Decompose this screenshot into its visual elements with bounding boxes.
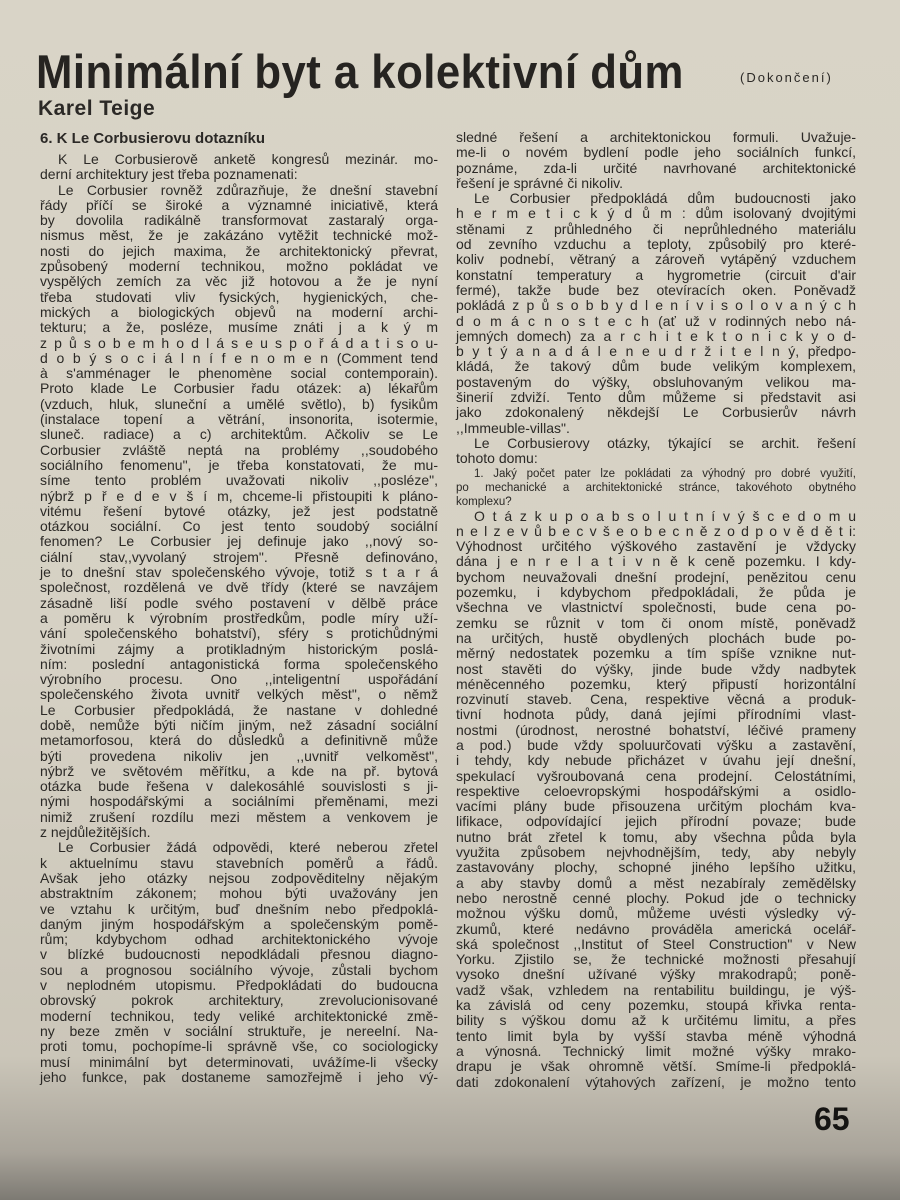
text-line: Le Corbusierovy otázky, týkající se archit. řešení [474, 434, 856, 451]
text-line: abstraktním zákonem; mohou býti uvažovány jen [40, 885, 438, 902]
text-line: nostmi (úrodnost, nerostné bohatství, léčivé prameny [456, 721, 856, 738]
text-line: Yorku. Zjistilo se, že technické možnosti přesahují [456, 951, 856, 968]
text-line: všechna ve vlastnictví společnosti, bude cena po- [456, 599, 856, 616]
text-line: metamorfosou, která do důsledků a definitivně může [40, 732, 438, 749]
text-line: ,,Immeuble-villas". [456, 419, 570, 436]
text-line: v blízké budoucnosti nepodkládali přesnou diagno- [40, 946, 438, 963]
left-text-column [40, 152, 438, 1085]
text-line: proti tomu, pochopíme-li správně vše, co sociologicky [40, 1038, 438, 1055]
text-line: v neplodném utopismu. Předpokládati do budoucna [40, 977, 438, 994]
text-line: rozvinutí staveb. Cena, respektive věcná a produk- [456, 691, 856, 708]
paragraph [40, 152, 438, 183]
text-line: à s'amménager le phenomène social contemporain). [40, 365, 438, 382]
text-line: poznáme, zda-li určité navrhované architektonické [456, 159, 856, 176]
text-line: sou a prognosou sociálního vývoje, zůstali bychom [40, 961, 438, 978]
text-line: drapu je však ohromně větší. Smíme-li předpoklá- [456, 1058, 856, 1075]
text-line: konstatní temperatury a hygrometrie (circuit d'air [456, 266, 856, 283]
questionnaire-line: po mechanické a architektonické stránce, takovéhoto obytného [456, 481, 856, 494]
text-line: od zevního vzduchu a teploty, způsobilý pro které- [456, 236, 856, 253]
text-line: bychom neuvažovali dnešní prodejní, penězitou cenu [456, 568, 856, 585]
text-line: a aby stavby domů a měst nezabíraly zemědělsky [456, 874, 856, 891]
right-text-column [456, 130, 856, 1090]
text-line: (instalace topení a větrání, insonorita, isotermie, [40, 411, 438, 428]
text-line: životními zájmy a protikladným historickým poslá- [40, 640, 438, 657]
text-line: společnost, rozdělená ve dvě třídy (které se navzájem [40, 579, 438, 596]
text-line: býti provedena nikoliv jen ,,uvnitř velkoměst", [40, 747, 438, 764]
text-line: z nejdůležitějších. [40, 824, 151, 841]
text-line: z p ů s o b e m h o d l á s e u s p o ř á d a t i s o u- [40, 334, 438, 351]
text-line: zastavovány plochy, schopné jiného lepšího užitku, [456, 859, 856, 876]
text-line: Výhodnost určitého výškového zastavění je vždycky [456, 538, 856, 555]
text-line: ním: poslední antagonistická forma společenského [40, 655, 438, 672]
text-line: nýbrž ve světovém měřítku, a kde na př. bytová [40, 762, 438, 779]
article-subtitle: (Dokončení) [740, 70, 833, 85]
text-line: nebo nerostně cenné plochy. Pokud jde o technicky [456, 889, 856, 906]
text-line: Avšak jeho otázky nejsou zodpověditelny nějakým [40, 869, 438, 886]
text-line: jako zdokonalený někdejší Le Corbusierův návrh [456, 404, 856, 421]
text-line: d o b ý s o c i á l n í f e n o m e n (Comment tend [40, 349, 438, 366]
text-line: dána j e n r e l a t i v n ě k ceně pozemku. I kdy- [456, 553, 856, 570]
text-line: mických a biologických objevů na moderní archi- [40, 303, 438, 320]
paragraph [40, 840, 438, 1085]
text-line: nýbrž p ř e d e v š í m, chceme-li přistoupiti k pláno- [40, 487, 438, 504]
questionnaire-line: komplexu? [456, 495, 512, 508]
text-line: jemných domech) za a r c h i t e k t o n i c k y o d- [456, 327, 856, 344]
text-line: Le Corbusier předpokládá dům budoucnosti jako [474, 190, 856, 207]
text-line: sluneč. radiace) a c) architektům. Ačkoliv se Le [40, 426, 438, 443]
text-line: způsobený moderní technikou, možno pokládat ve [40, 258, 438, 275]
text-line: derní architektury jest třeba poznamenati: [40, 166, 298, 183]
article-title: Minimální byt a kolektivní dům [36, 45, 684, 98]
text-line: nimiž zrušení rozdílu mezi městem a venkovem je [40, 808, 438, 825]
text-line: nutno brát zřetel k tomu, aby všechna půda byla [456, 828, 856, 845]
text-line: moderní technikou, tedy veliké architektonické změ- [40, 1007, 438, 1024]
text-line: výrobního procesu. Ono ,,inteligentní uspořádání [40, 671, 438, 688]
text-line: pozemku, i kdybychom předpokládali, že půda je [456, 584, 856, 601]
text-line: tekturu; a že, posléze, musíme znáti j a k ý m [40, 319, 438, 336]
text-line: k aktuelnímu stavu stavebních poměrů a řádů. [40, 854, 438, 871]
text-line: Proto klade Le Corbusier řadu otázek: a) lékařům [40, 380, 438, 397]
text-line: kládá, že takový dům bude velikým komplexem, [456, 358, 856, 375]
text-line: zásadně liší podle svého postavení v dělbě práce [40, 594, 438, 611]
text-line: fenomen? Le Corbusier jej definuje jako ,,nový so- [40, 533, 438, 550]
text-line: je to dnešní stav společenského vývoje, totiž s t a r á [40, 564, 438, 581]
text-line: musí minimální byt determinovati, uvážíme-li všecky [40, 1053, 438, 1070]
text-line: zemku se různit v tom či onom místě, poněvadž [456, 614, 856, 631]
text-line: ve vztahu k určitým, buď dnešním nebo předpoklá- [40, 900, 438, 917]
text-line: postaveným do výšky, obsluhovaným velikou ma- [456, 373, 856, 390]
text-line: Le Corbusier rovněž zdůrazňuje, že dnešní stavební [58, 181, 438, 198]
questionnaire-line: 1. Jaký počet pater lze pokládati za výhodný pro dobré využití, [474, 467, 856, 480]
text-line: možnou výšku domů, můžeme uvésti výsledky vý- [456, 905, 856, 922]
text-line: třeba studovati vliv fysických, hygienických, che- [40, 288, 438, 305]
section-heading: 6. K Le Corbusierovu dotazníku [40, 130, 266, 147]
text-line: tivní hodnota půdy, daná jejími přírodními vlast- [456, 706, 856, 723]
text-line: a výnosná. Technický limit možné výšky mrako- [456, 1042, 856, 1059]
text-line: i tehdy, kdy nebude přicházet v úvahu její dnešní, [456, 752, 856, 769]
text-line: sociálního fenomenu", je třeba konstatovati, že mu- [40, 456, 438, 473]
text-line: zkumů, které nedávno prováděla americká ocelář- [456, 920, 856, 937]
text-line: otázka bude řešena v dalekosáhlé souvislosti s ji- [40, 778, 438, 795]
paragraph [456, 436, 856, 467]
text-line: (vzduch, hluk, sluneční a umělé světlo), b) fysikům [40, 395, 438, 412]
text-line: tento limit byla by vyšší stavba méně výhodná [456, 1027, 856, 1044]
text-line: řešení je správné či nikoliv. [456, 174, 624, 191]
text-line: ny beze změn v sociální struktuře, je nereelní. Na- [40, 1022, 438, 1039]
text-line: ka závislá od ceny pozemku, stoupá křivka renta- [456, 997, 856, 1014]
text-line: nost stavěti do výšky, jinde bude vždy nadbytek [456, 660, 856, 677]
text-line: společenského života uvnitř velkých měst", o němž [40, 686, 438, 703]
text-line: síme tento problém uvažovati nikoliv ,,posléze", [40, 472, 438, 489]
text-line: vadž však, vzhledem na rentabilitu buildingu, je výš- [456, 981, 856, 998]
text-line: vacími plány bude přisouzena určitým plochám kva- [456, 798, 856, 815]
text-line: Le Corbusier žádá odpovědi, které neberou zřetel [58, 839, 438, 856]
text-line: n e l z e v ů b e c v š e o b e c n ě z o d p o v ě d ě t i: [456, 522, 856, 539]
paragraph [40, 183, 438, 841]
text-line: sledné řešení a architektonickou formuli. Uvažuje- [456, 129, 856, 145]
text-line: Le Corbusier předpokládá, že nastane v dohledné [40, 701, 438, 718]
text-line: otázkou sociální. Co jest tento soudobý sociální [40, 518, 438, 535]
text-line: obrovský pokrok architektury, zrevolucionisované [40, 992, 438, 1009]
text-line: nosti do jejich maxima, že architektonický převrat, [40, 242, 438, 259]
page-number: 65 [814, 1101, 850, 1137]
text-line: h e r m e t i c k ý d ů m : dům isolovaný dvojitými [456, 205, 856, 222]
text-line: ciální stav,,vyvolaný strojem". Přesně definováno, [40, 548, 438, 565]
text-line: d o m á c n o s t e c h (ať už v rodinných nebo ná- [456, 312, 856, 329]
text-line: vání společenského bohatství), sféry s protichůdnými [40, 625, 438, 642]
text-line: me-li o novém bydlení podle jeho sociálních funkcí, [456, 144, 856, 161]
text-line: Corbusier zvláště neptá na problémy ,,soudobého [40, 441, 438, 458]
text-line: vysoko dnešní užívané výšky mrakodrapů; poně- [456, 966, 856, 983]
text-line: době, nemůže býti ničím jiným, než zásadní sociální [40, 716, 438, 733]
text-line: respektive celoevropskými hospodářskými a osidlo- [456, 782, 856, 799]
paragraph [456, 467, 856, 509]
text-line: dati zdokonalení výtahových zařízení, je možno tento [456, 1073, 856, 1090]
paragraph [456, 130, 856, 191]
article-author: Karel Teige [38, 97, 156, 120]
text-line: by dovolila radikálně transformovat zastaralý orga- [40, 212, 438, 229]
text-line: pokládá z p ů s o b b y d l e n í v i s o l o v a n ý c h [456, 297, 856, 314]
text-line: jeho funkce, pak dostaneme samozřejmě i jeho vý- [40, 1068, 438, 1085]
text-line: nismus měst, že je zakázáno vytěžit technické mož- [40, 227, 438, 244]
text-line: koliv podnebí, větraný a zároveň vytápěný vzduchem [456, 251, 856, 268]
text-line: a pod.) bude vždy spoluurčovati výšku a zastavění, [456, 736, 856, 753]
text-line: méněcenného pozemku, který připustí horizontální [456, 675, 856, 692]
text-line: rům; kdybychom odhad architektonického vývoje [40, 931, 438, 948]
text-line: O t á z k u p o a b s o l u t n í v ý š c e d o m u [474, 507, 856, 524]
text-line: K Le Corbusierově anketě kongresů mezinár. mo- [58, 151, 438, 167]
text-line: stěnami z průhledného či neprůhledného materiálu [456, 220, 856, 237]
text-line: bility s výškou domu až k určitému limitu, a přes [456, 1012, 856, 1029]
text-line: fermé), takže bude bez otevíracích oken. Poněvadž [456, 281, 856, 298]
text-line: a poměru k výrobním prostředkům, podle míry uží- [40, 609, 438, 626]
text-line: šinerií zdviží. Tento dům můžeme si představit asi [456, 389, 856, 406]
paragraph [456, 191, 856, 436]
text-line: měrný nedostatek pozemku a tím spíše vznikne nut- [456, 645, 856, 662]
text-line: využita způsobem nejvhodnějším, tedy, aby nebyly [456, 844, 856, 861]
text-line: nými hospodářskými a sociálními přeměnami, mezi [40, 793, 438, 810]
text-line: ská společnost ,,Institut of Steel Construction" v New [456, 935, 856, 952]
text-line: spekulací vyšroubovaná cena prodejní. Celostátními, [456, 767, 856, 784]
text-line: řády příčí se široké a významné iniciativě, která [40, 196, 438, 213]
text-line: vyspělých zemích za věc již hotovou a že je nyní [40, 273, 438, 290]
paragraph [456, 509, 856, 1090]
text-line: na určitých, hustě obydlených plochách bude po- [456, 629, 856, 646]
text-line: daným jiným hospodářským a společenským pomě- [40, 915, 438, 932]
text-line: tohoto domu: [456, 450, 538, 467]
text-line: vitému řešení bytové otázky, jež jest podstatně [40, 502, 438, 519]
text-line: lifikace, odpovídající jejich přírodní povaze; bude [456, 813, 856, 830]
text-line: b y t ý a n a d á l e n e u d r ž i t e l n ý, předpo- [456, 343, 856, 360]
